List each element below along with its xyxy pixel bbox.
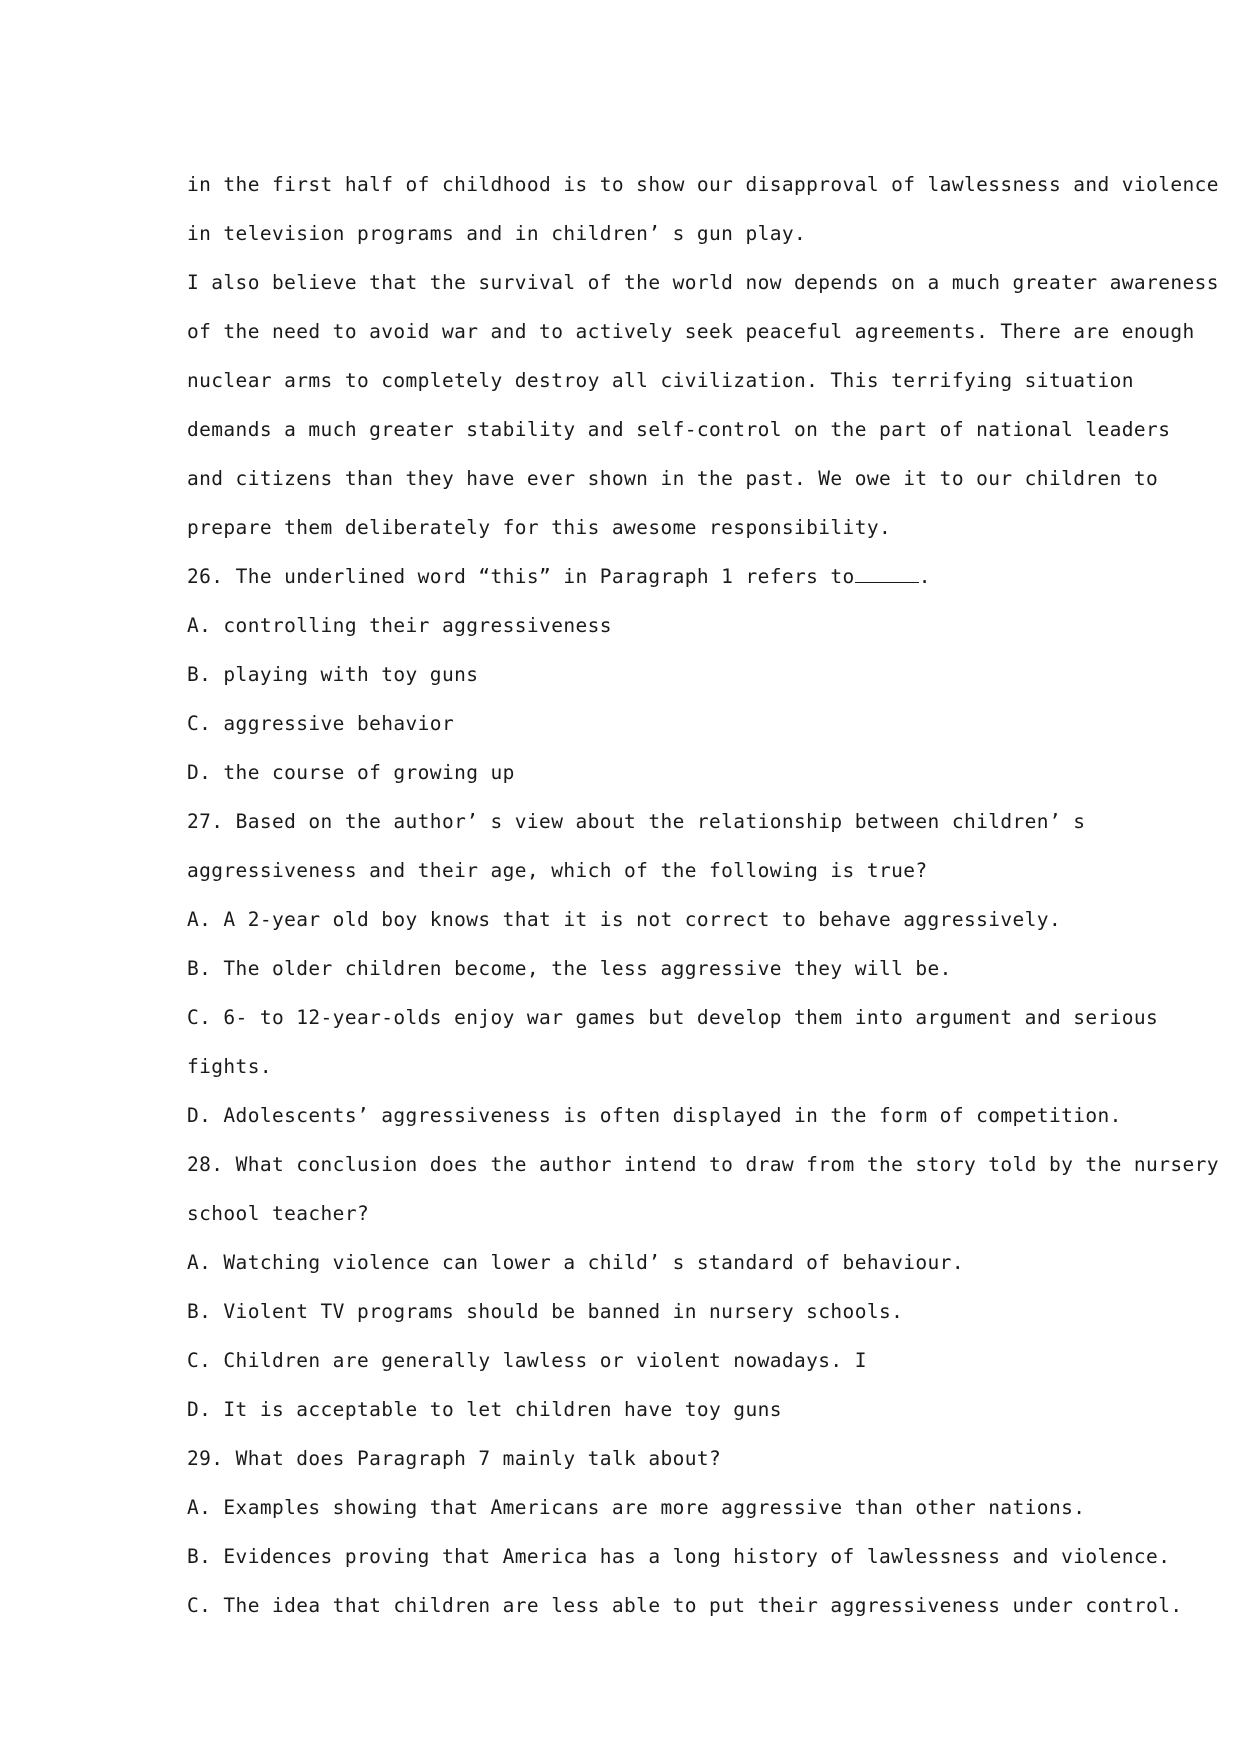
- passage-line: I also believe that the survival of the world now depends on a much greater awareness: [187, 271, 1219, 294]
- answer-option: B. Violent TV programs should be banned in nursery schools.: [187, 1300, 904, 1323]
- answer-blank: [855, 564, 919, 583]
- passage-text: [187, 160, 1219, 552]
- question-number: 27.: [187, 810, 224, 833]
- answer-option: C. aggressive behavior: [187, 712, 455, 735]
- answer-option: A. controlling their aggressiveness: [187, 614, 612, 637]
- question-27: [187, 797, 1159, 1140]
- question-stem-continued: aggressiveness and their age, which of the following is true?: [187, 859, 928, 882]
- answer-option: A. Examples showing that Americans are more aggressive than other nations.: [187, 1496, 1086, 1519]
- question-stem: 26. The underlined word “this” in Paragraph 1 refers to .: [187, 565, 931, 588]
- answer-option: B. The older children become, the less aggressive they will be.: [187, 957, 952, 980]
- passage-line: in television programs and in children’ s gun play.: [187, 222, 807, 245]
- answer-option: C. Children are generally lawless or violent nowadays. I: [187, 1349, 867, 1372]
- answer-option: D. the course of growing up: [187, 761, 515, 784]
- question-29: [187, 1434, 1183, 1630]
- answer-option: A. Watching violence can lower a child’ s standard of behaviour.: [187, 1251, 964, 1274]
- answer-option-continued: fights.: [187, 1055, 272, 1078]
- passage-line: in the first half of childhood is to show our disapproval of lawlessness and violence: [187, 173, 1219, 196]
- passage-line: of the need to avoid war and to actively seek peaceful agreements. There are enough: [187, 320, 1195, 343]
- question-stem: 27. Based on the author’ s view about the relationship between children’ s: [187, 810, 1086, 833]
- passage-line: and citizens than they have ever shown in the past. We owe it to our children to: [187, 467, 1159, 490]
- question-number: 29.: [187, 1447, 224, 1470]
- answer-option: C. 6- to 12-year-olds enjoy war games but develop them into argument and serious: [187, 1006, 1159, 1029]
- answer-option: D. It is acceptable to let children have toy guns: [187, 1398, 782, 1421]
- question-number: 26.: [187, 565, 224, 588]
- document-page: [187, 160, 1219, 1630]
- question-number: 28.: [187, 1153, 224, 1176]
- question-stem: 29. What does Paragraph 7 mainly talk about?: [187, 1447, 722, 1470]
- passage-line: demands a much greater stability and self-control on the part of national leaders: [187, 418, 1171, 441]
- answer-option: B. playing with toy guns: [187, 663, 479, 686]
- question-26: [187, 552, 1127, 797]
- passage-line: nuclear arms to completely destroy all civilization. This terrifying situation: [187, 369, 1134, 392]
- answer-option: D. Adolescents’ aggressiveness is often displayed in the form of competition.: [187, 1104, 1122, 1127]
- question-stem: 28. What conclusion does the author intend to draw from the story told by the nursery: [187, 1153, 1219, 1176]
- question-stem-continued: school teacher?: [187, 1202, 370, 1225]
- answer-option: A. A 2-year old boy knows that it is not correct to behave aggressively.: [187, 908, 1062, 931]
- answer-option: C. The idea that children are less able to put their aggressiveness under control.: [187, 1594, 1183, 1617]
- answer-option: B. Evidences proving that America has a long history of lawlessness and violence.: [187, 1545, 1171, 1568]
- passage-line: prepare them deliberately for this awesome responsibility.: [187, 516, 892, 539]
- question-28: [187, 1140, 1219, 1434]
